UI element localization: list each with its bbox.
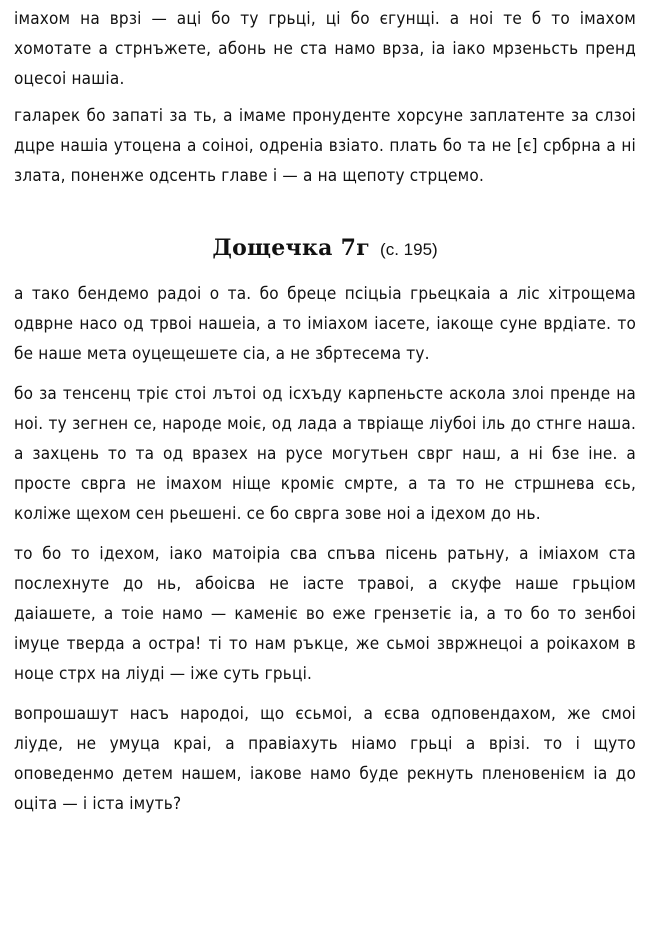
paragraph-4: бо за тенсенц тріє стоі лътоі од ісхъду карпеньсте аскола злоі пренде на ноі. ту зегнен се, народе моіє, од лада а твріаще ліубоі іль до стнге наша. а захцень то та од вразех на русе могутьен сврг наш, а ні бзе іне. а просте сврга не імахом ніще кроміє смрте, а та то не стршнева єсь, коліже щехом сен рьешені. се бо сврга зове ноі а ідехом до нь.	[14, 384, 636, 524]
paragraph-2: галарек бо запаті за ть, а імаме пронуденте хорсуне заплатенте за слзоі дцре нашіа утоцена а соіноі, одреніа взіато. плать бо та не [є] србрна а ні злата, поненже одсенть главе і — а на щепоту стрцемо.	[14, 106, 636, 186]
paragraph-6: вопрошашут насъ народоі, що єсьмоі, а єсва одповендахом, же смоі ліуде, не умуца краі, а правіахуть ніамо грьці а врізі. то і щуто оповеденмо детем нашем, іакове намо буде рекнуть пленовенієм іа до оціта — і іста імуть?	[14, 704, 636, 814]
heading-title: Дощечка 7г	[212, 235, 371, 261]
paragraph-5: то бо то ідехом, іако матоіріа сва спъва пісень ратьну, а іміахом ста послехнуте до нь, абоісва не іасте травоі, а скуфе наше грьціом даіашете, а тоіе намо — каменіє во еже грензетіє іа, а то бо то зенбоі імуце тверда а остра! ті то нам ръкце, же сьмоі звржнецоі а роікахом в ноце стрх на ліуді — іже суть грьці.	[14, 544, 636, 684]
paragraph-1: імахом на врзі — аці бо ту грьці, ці бо єгунщі. а нoi те б то імахом хомотате а стрнъжете, абонь не ста намо врза, іа іако мрзеньсть пренд оцесоі нашіа.	[14, 9, 636, 89]
heading-page-reference: (с. 195)	[380, 240, 438, 259]
section-heading	[14, 231, 636, 265]
paragraph-3: а тако бендемо радоі о та. бо бреце псіцьіа грьецкаіа а ліс хітрощема одврне насо од трвоі нашеіа, а то іміахом іасете, іакоще суне врдіате. то бе наше мета оуцещешете сіа, а не збртесема ту.	[14, 284, 636, 364]
